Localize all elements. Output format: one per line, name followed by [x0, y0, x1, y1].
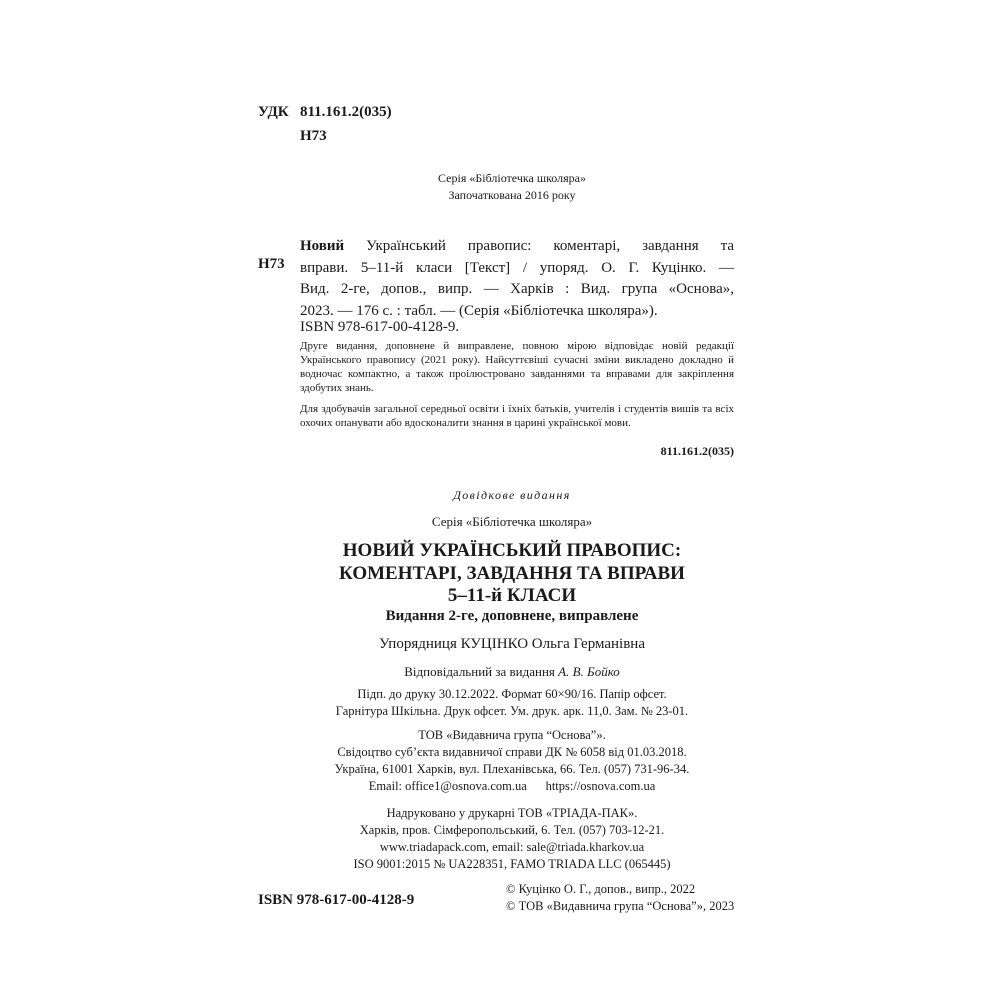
printer-line: ISO 9001:2015 № UA228351, FAMO TRIADA LLC (065445) [353, 857, 671, 871]
udk-code: 811.161.2(035) [300, 104, 392, 120]
responsible-label: Відповідальний за видання [404, 664, 559, 679]
isbn-main: ISBN 978-617-00-4128-9. [300, 319, 460, 335]
annotation-paragraph: Для здобувачів загальної середньої освіти і їхніх батьків, учителів і студентів вишів та всіх охочих опанувати або вдосконалити знання в царині української мови. [300, 403, 734, 429]
copyright-line: © Куцінко О. Г., допов., випр., 2022 [506, 882, 696, 896]
edition-info: Видання 2-ге, доповнене, виправлене [385, 608, 639, 624]
udk-label: УДК [258, 104, 289, 120]
isbn-bottom: ISBN 978-617-00-4128-9 [258, 892, 415, 908]
printer-line: www.triadapack.com, email: sale@triada.kharkov.ua [379, 840, 645, 854]
biblio-title-rest: Український правопис: коментарі, завдання та [344, 238, 734, 254]
printer-line: Надруковано у друкарні ТОВ «ТРІАДА-ПАК». [386, 806, 638, 820]
annotation [300, 339, 734, 430]
book-title-line-2: КОМЕНТАРІ, ЗАВДАННЯ ТА ВПРАВИ [339, 563, 685, 584]
copyright-block [506, 881, 734, 915]
responsible-editor [300, 664, 724, 680]
series-start-year: Започаткована 2016 року [448, 188, 576, 202]
print-info [300, 686, 724, 720]
biblio-line [300, 236, 734, 258]
print-info-line: Гарнітура Шкільна. Друк офсет. Ум. друк. арк. 11,0. Зам. № 23-01. [335, 704, 689, 718]
author-sign-biblio: Н73 [258, 256, 285, 272]
annotation-paragraph: Друге видання, доповнене й виправлене, повною мірою відповідає новій редакції Українського правопису (2021 року). Найсуттєвіші сучасні зміни викладено докладно й водночас компактно, а також проілюстровано завданнями та вправами для закріплення здобутих знань. [300, 340, 734, 394]
book-title-line-1: НОВИЙ УКРАЇНСЬКИЙ ПРАВОПИС: [342, 540, 682, 561]
biblio-line: вправи. 5–11-й класи [Текст] / упоряд. О. Г. Куцінко. — [300, 259, 734, 276]
print-info-line: Підп. до друку 30.12.2022. Формат 60×90/16. Папір офсет. [357, 687, 667, 701]
copyright-line: © ТОВ «Видавнича група “Основа”», 2023 [506, 899, 735, 913]
bibliographic-description [300, 236, 734, 322]
publisher-contacts: Email: office1@osnova.com.ua https://osnova.com.ua [368, 779, 656, 793]
series-name-mid: Серія «Бібліотечка школяра» [431, 514, 593, 529]
biblio-line: 2023. — 176 с. : табл. — (Серія «Бібліотечка школяра»). [300, 302, 658, 319]
series-name: Серія «Бібліотечка школяра» [438, 171, 586, 185]
biblio-line: Вид. 2-ге, допов., випр. — Харків : Вид. група «Основа», [300, 281, 734, 297]
responsible-name: А. В. Бойко [558, 664, 620, 679]
reference-edition-label: Довідкове видання [453, 488, 571, 502]
printer-line: Харків, пров. Сімферопольський, 6. Тел. (057) 703-12-21. [359, 823, 665, 837]
publisher-line: ТОВ «Видавнича група “Основа”». [418, 728, 606, 742]
compiler-info: Упорядниця КУЦІНКО Ольга Германівна [379, 636, 645, 652]
author-sign-top: Н73 [300, 128, 327, 144]
series-block-top [300, 170, 724, 204]
printer-info [300, 805, 724, 873]
publisher-line: Свідоцтво суб’єкта видавничої справи ДК № 6058 від 01.03.2018. [337, 745, 687, 759]
publisher-info [300, 727, 724, 795]
udk-code-right: 811.161.2(035) [660, 444, 734, 458]
book-title-line-3: 5–11-й КЛАСИ [447, 585, 577, 606]
biblio-title-bold: Новий [300, 238, 345, 254]
publisher-line: Україна, 61001 Харків, вул. Плеханівська, 66. Тел. (057) 731-96-34. [334, 762, 690, 776]
